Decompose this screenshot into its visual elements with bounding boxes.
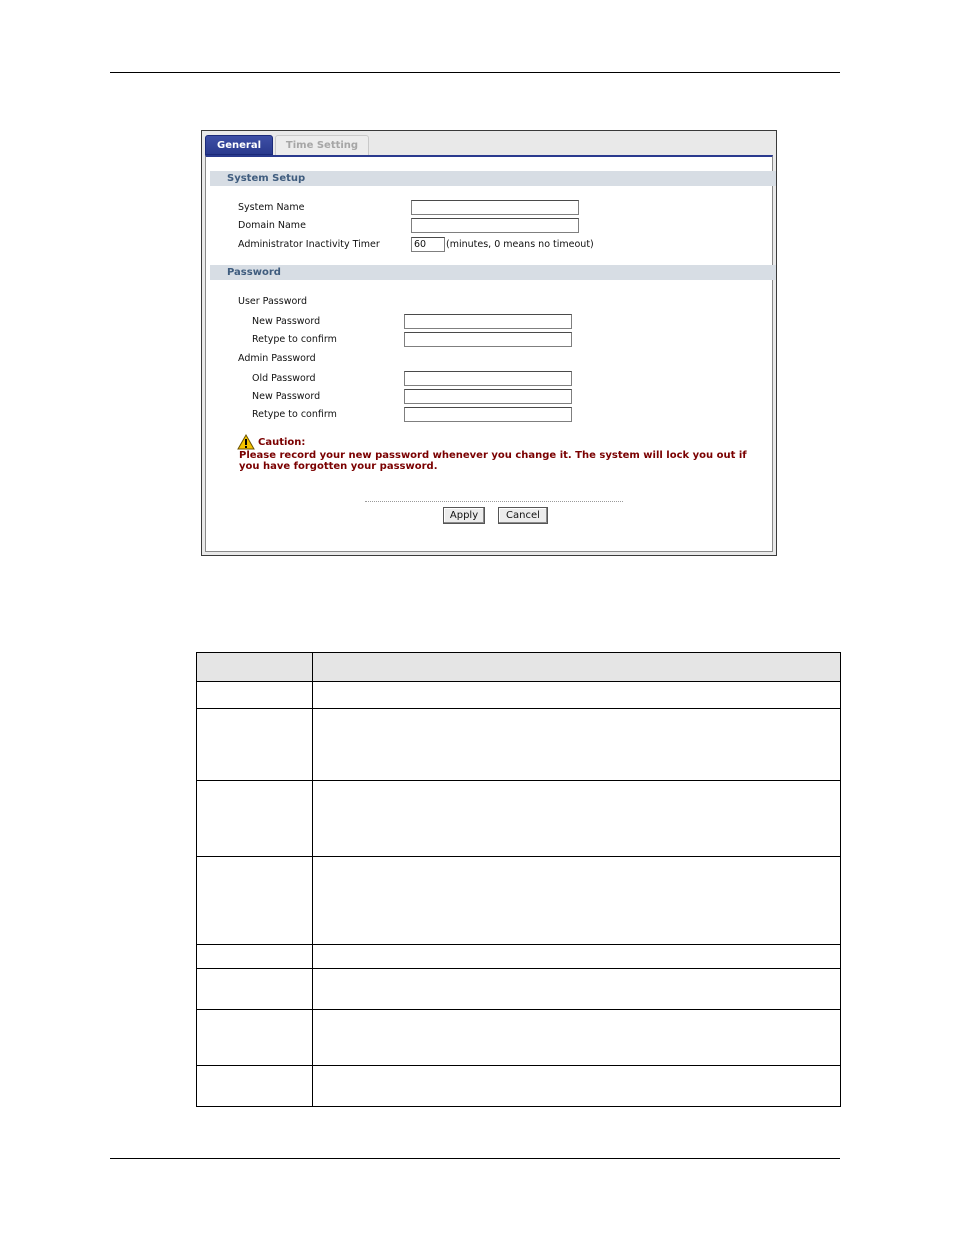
admin-password-heading: Admin Password [238,353,316,364]
footer-rule [110,1158,840,1159]
description-table [196,652,841,1107]
table-cell [197,781,313,857]
user-password-heading: User Password [238,296,308,307]
admin-new-password-input[interactable] [404,389,572,404]
table-cell [197,857,313,945]
table-cell [197,945,313,969]
screenshot-frame [201,130,777,556]
caution-title: Caution: [258,437,306,448]
table-cell [197,1010,313,1066]
system-name-input[interactable] [411,200,579,215]
table-row [197,1010,841,1066]
apply-button[interactable]: Apply [443,507,485,524]
tab-time-setting[interactable]: Time Setting [275,135,369,155]
domain-name-label: Domain Name [238,220,306,231]
admin-retype-input[interactable] [404,407,572,422]
table-cell [313,1066,841,1107]
admin-new-password-label: New Password [252,391,321,402]
inactivity-timer-label: Administrator Inactivity Timer [238,239,380,250]
table-cell [313,781,841,857]
cancel-button[interactable]: Cancel [498,507,548,524]
table-cell [313,969,841,1010]
table-cell [197,653,313,682]
table-cell [313,653,841,682]
table-cell [313,857,841,945]
tab-general[interactable]: General [205,135,273,155]
user-retype-input[interactable] [404,332,572,347]
table-cell [313,1010,841,1066]
inactivity-timer-note: (minutes, 0 means no timeout) [446,239,594,250]
table-cell [197,682,313,709]
inactivity-timer-input[interactable] [411,237,445,252]
table-row [197,857,841,945]
user-retype-label: Retype to confirm [252,334,337,345]
table-row [197,709,841,781]
warning-icon [237,434,255,450]
table-row [197,682,841,709]
button-divider [365,501,623,502]
table-row [197,945,841,969]
system-name-label: System Name [238,202,305,213]
table-row [197,781,841,857]
admin-old-password-input[interactable] [404,371,572,386]
general-panel [205,155,773,552]
admin-old-password-label: Old Password [252,373,316,384]
table-cell [313,945,841,969]
password-header: Password [210,265,776,280]
table-cell [313,682,841,709]
table-cell [197,709,313,781]
table-cell [313,709,841,781]
system-setup-header: System Setup [210,171,776,186]
user-new-password-label: New Password [252,316,321,327]
table-cell [197,1066,313,1107]
domain-name-input[interactable] [411,218,579,233]
caution-text: Please record your new password whenever you change it. The system will lock you out if you have forgotten your password. [239,450,747,472]
table-cell [197,969,313,1010]
header-rule [110,72,840,73]
user-new-password-input[interactable] [404,314,572,329]
table-row [197,969,841,1010]
table-header-row [197,653,841,682]
table-row [197,1066,841,1107]
admin-retype-label: Retype to confirm [252,409,337,420]
